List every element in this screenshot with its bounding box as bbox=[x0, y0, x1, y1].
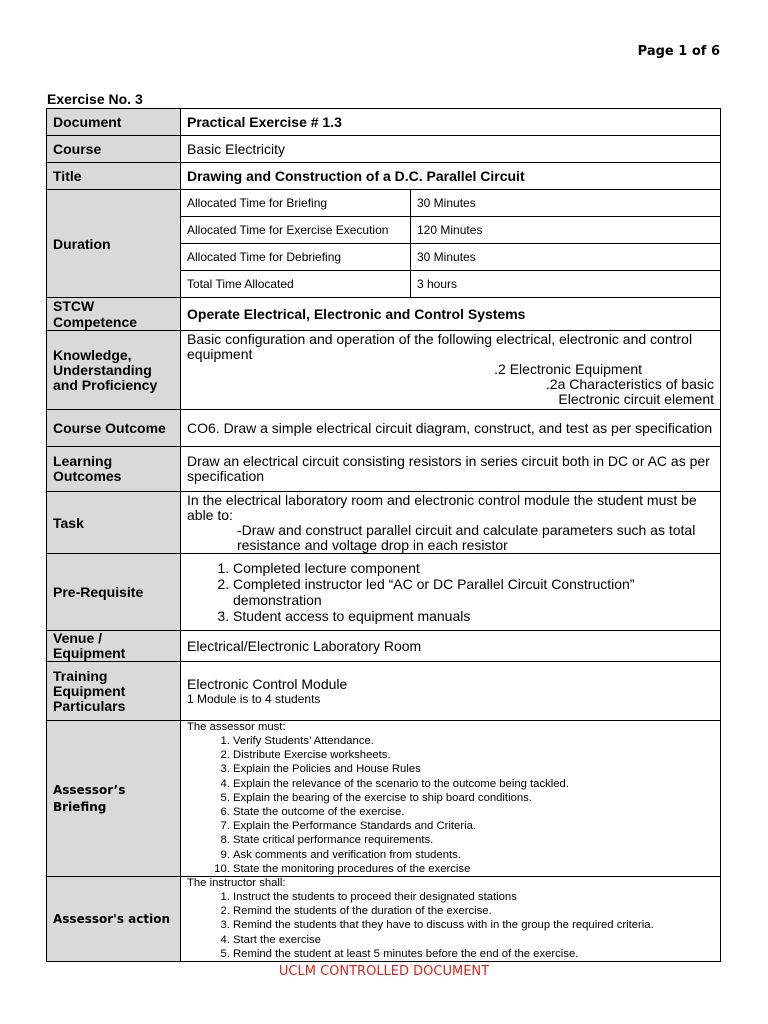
duration-label: Duration bbox=[47, 190, 181, 298]
stcw-label: STCW Competence bbox=[47, 298, 181, 331]
task-label: Task bbox=[47, 492, 181, 554]
list-item: 3. Student access to equipment manuals bbox=[233, 608, 714, 624]
page-number: Page 1 of 6 bbox=[637, 44, 720, 59]
row-action bbox=[47, 877, 721, 962]
list-item: 3. Explain the Policies and House Rules bbox=[233, 762, 714, 776]
duration-row bbox=[181, 190, 720, 217]
knowledge-cell bbox=[181, 331, 721, 410]
duration-table bbox=[181, 190, 720, 297]
knowledge-intro: Basic configuration and operation of the following electrical, electronic and control equipment bbox=[187, 331, 693, 362]
duration-item-name: Allocated Time for Debriefing bbox=[181, 244, 411, 271]
list-item: 2. Remind the students of the duration of the exercise. bbox=[233, 904, 714, 918]
row-document bbox=[47, 109, 721, 136]
learning-outcomes-value: Draw an electrical circuit consisting resistors in series circuit both in DC or AC as per specification bbox=[181, 447, 721, 492]
venue-value: Electrical/Electronic Laboratory Room bbox=[181, 631, 721, 662]
list-item: 6. State the outcome of the exercise. bbox=[233, 805, 714, 819]
action-cell bbox=[181, 877, 721, 962]
list-item: 2. Distribute Exercise worksheets. bbox=[233, 748, 714, 762]
list-item: 1. Instruct the students to proceed their designated stations bbox=[233, 890, 714, 904]
list-item: 1. Verify Students’ Attendance. bbox=[233, 734, 714, 748]
course-outcome-value: CO6. Draw a simple electrical circuit diagram, construct, and test as per specification bbox=[181, 410, 721, 447]
stcw-value: Operate Electrical, Electronic and Control Systems bbox=[181, 298, 721, 331]
briefing-intro: The assessor must: bbox=[187, 721, 286, 733]
course-label: Course bbox=[47, 136, 181, 163]
list-item: 10. State the monitoring procedures of the exercise bbox=[233, 862, 714, 876]
training-line-2: 1 Module is to 4 students bbox=[187, 692, 321, 706]
exercise-table bbox=[46, 108, 721, 962]
row-task bbox=[47, 492, 721, 554]
row-venue bbox=[47, 631, 721, 662]
course-outcome-label: Course Outcome bbox=[47, 410, 181, 447]
exercise-number: Exercise No. 3 bbox=[47, 91, 143, 107]
course-value: Basic Electricity bbox=[181, 136, 721, 163]
knowledge-label: Knowledge, Understanding and Proficiency bbox=[47, 331, 181, 410]
list-item: 5. Remind the student at least 5 minutes before the end of the exercise. bbox=[233, 947, 714, 961]
list-item: 2. Completed instructor led “AC or DC Parallel Circuit Construction” demonstration bbox=[233, 576, 714, 608]
duration-row bbox=[181, 270, 720, 297]
row-duration bbox=[47, 190, 721, 298]
row-knowledge bbox=[47, 331, 721, 410]
controlled-document-footer: UCLM CONTROLLED DOCUMENT bbox=[278, 964, 490, 979]
list-item: 5. Explain the bearing of the exercise to ship board conditions. bbox=[233, 791, 714, 805]
action-intro: The instructor shall: bbox=[187, 877, 286, 890]
list-item: 3. Remind the students that they have to discuss with in the group the required criteria. bbox=[233, 918, 714, 932]
title-value: Drawing and Construction of a D.C. Parallel Circuit bbox=[181, 163, 721, 190]
learning-outcomes-label: Learning Outcomes bbox=[47, 447, 181, 492]
duration-item-value: 30 Minutes bbox=[411, 244, 721, 271]
list-item: 9. Ask comments and verification from students. bbox=[233, 848, 714, 862]
document-label: Document bbox=[47, 109, 181, 136]
task-line-2: -Draw and construct parallel circuit and calculate parameters such as total resistance and voltage drop in each resistor bbox=[237, 521, 696, 553]
row-prerequisite bbox=[47, 554, 721, 631]
list-item: 1. Completed lecture component bbox=[233, 560, 714, 576]
document-value: Practical Exercise # 1.3 bbox=[181, 109, 721, 136]
prerequisite-list bbox=[187, 560, 714, 624]
title-label: Title bbox=[47, 163, 181, 190]
training-cell bbox=[181, 662, 721, 721]
prerequisite-label: Pre-Requisite bbox=[47, 554, 181, 631]
duration-item-value: 3 hours bbox=[411, 270, 721, 297]
venue-label: Venue / Equipment bbox=[47, 631, 181, 662]
row-course bbox=[47, 136, 721, 163]
task-cell bbox=[181, 492, 721, 554]
row-stcw bbox=[47, 298, 721, 331]
duration-cell bbox=[181, 190, 721, 298]
training-label: Training Equipment Particulars bbox=[47, 662, 181, 721]
action-label: Assessor's action bbox=[47, 877, 181, 962]
briefing-list bbox=[187, 734, 714, 876]
duration-item-name: Allocated Time for Briefing bbox=[181, 190, 411, 217]
duration-row bbox=[181, 244, 720, 271]
knowledge-line-3: Electronic circuit element bbox=[558, 391, 714, 407]
list-item: 4. Start the exercise bbox=[233, 933, 714, 947]
training-line-1: Electronic Control Module bbox=[187, 676, 348, 692]
row-briefing bbox=[47, 721, 721, 877]
row-training bbox=[47, 662, 721, 721]
knowledge-line-1: .2 Electronic Equipment bbox=[494, 361, 642, 377]
row-learning-outcomes bbox=[47, 447, 721, 492]
prerequisite-cell bbox=[181, 554, 721, 631]
duration-item-name: Total Time Allocated bbox=[181, 270, 411, 297]
briefing-label: Assessor’s Briefing bbox=[47, 721, 181, 877]
duration-item-value: 30 Minutes bbox=[411, 190, 721, 217]
list-item: 4. Explain the relevance of the scenario to the outcome being tackled. bbox=[233, 777, 714, 791]
knowledge-line-2: .2a Characteristics of basic bbox=[545, 376, 714, 392]
list-item: 8. State critical performance requirements. bbox=[233, 833, 714, 847]
list-item: 7. Explain the Performance Standards and Criteria. bbox=[233, 819, 714, 833]
duration-item-value: 120 Minutes bbox=[411, 217, 721, 244]
duration-row bbox=[181, 217, 720, 244]
briefing-cell bbox=[181, 721, 721, 877]
action-list bbox=[187, 890, 714, 961]
task-line-1: In the electrical laboratory room and electronic control module the student must be able to: bbox=[187, 491, 697, 523]
row-title bbox=[47, 163, 721, 190]
row-course-outcome bbox=[47, 410, 721, 447]
duration-item-name: Allocated Time for Exercise Execution bbox=[181, 217, 411, 244]
